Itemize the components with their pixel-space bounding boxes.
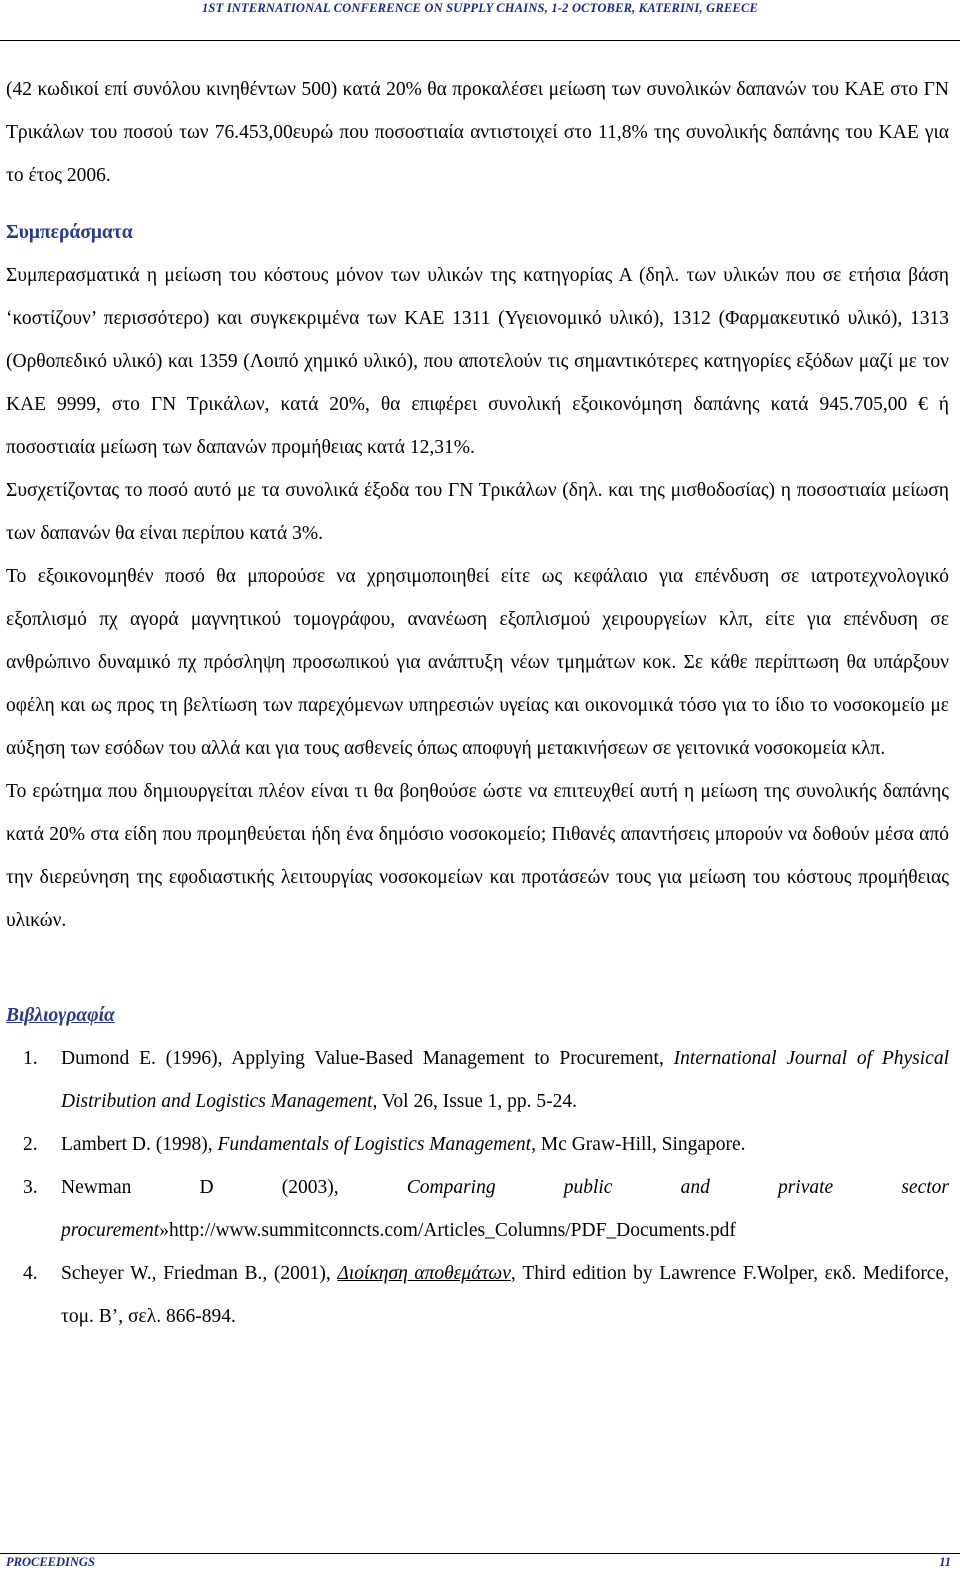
page-body xyxy=(6,68,949,1338)
reference-number: 2. xyxy=(23,1134,38,1155)
reference-title: Comparing public and private sector procurement xyxy=(61,1177,949,1241)
reference-item xyxy=(6,1252,949,1338)
conclusions-paragraph-2: Συσχετίζοντας το ποσό αυτό με τα συνολικά έξοδα του ΓΝ Τρικάλων (δηλ. και της μισθοδοσίας) η ποσοστιαία μείωση των δαπανών θα είναι περίπου κατά 3%. xyxy=(6,480,949,544)
reference-book-title: Διοίκηση αποθεμάτων xyxy=(337,1263,511,1284)
page-number: 11 xyxy=(939,1555,951,1569)
reference-text: Scheyer W., Friedman B., (2001), xyxy=(61,1263,338,1284)
reference-item xyxy=(6,1166,949,1252)
reference-text: Newman D (2003), xyxy=(61,1177,407,1198)
conference-header: 1ST INTERNATIONAL CONFERENCE ON SUPPLY CHAINS, 1-2 OCTOBER, KATERINI, GREECE xyxy=(201,1,759,15)
reference-item xyxy=(6,1037,949,1123)
reference-number: 1. xyxy=(23,1048,38,1069)
reference-details: , Third edition by Lawrence F.Wolper, εκδ. Mediforce, τομ. Β’, σελ. 866-894. xyxy=(61,1263,949,1327)
reference-list xyxy=(6,1037,949,1338)
reference-details: , Vol 26, Issue 1, pp. 5-24. xyxy=(372,1091,578,1112)
bibliography-heading: Βιβλιογραφία xyxy=(6,1005,115,1026)
reference-journal: International Journal of Physical Distribution and Logistics Management xyxy=(61,1048,949,1112)
page-footer xyxy=(6,1554,951,1570)
reference-book-title: Fundamentals of Logistics Management xyxy=(217,1134,532,1155)
reference-number: 3. xyxy=(23,1177,38,1198)
intro-paragraph: (42 κωδικοί επί συνόλου κινηθέντων 500) κατά 20% θα προκαλέσει μείωση των συνολικών δαπανών του ΚΑΕ στο ΓΝ Τρικάλων του ποσού των 76.453,00ευρώ που ποσοστιαία αντιστοιχεί στο 11,8% της συνολικής δαπάνης του ΚΑΕ για το έτος 2006. xyxy=(6,79,949,186)
reference-details: , Mc Graw-Hill, Singapore. xyxy=(531,1134,746,1155)
reference-url[interactable]: »http://www.summitconncts.com/Articles_Columns/PDF_Documents.pdf xyxy=(159,1220,736,1241)
reference-number: 4. xyxy=(23,1263,38,1284)
reference-text: Lambert D. (1998), xyxy=(61,1134,218,1155)
reference-item xyxy=(6,1123,949,1166)
conclusions-paragraph-4: Το ερώτημα που δημιουργείται πλέον είναι τι θα βοηθούσε ώστε να επιτευχθεί αυτή η μείωση της συνολικής δαπάνης κατά 20% στα είδη που προμηθεύεται ήδη ένα δημόσιο νοσοκομείο; Πιθανές απαντήσεις μπορούν να δοθούν μέσα από την διερεύνηση της εφοδιαστικής λειτουργίας νοσοκομείων και προτάσεών τους για μείωση του κόστους προμήθειας υλικών. xyxy=(6,781,949,931)
reference-text: Dumond E. (1996), Applying Value-Based Management to Procurement, xyxy=(61,1048,674,1069)
conclusions-paragraph-3: Το εξοικονομηθέν ποσό θα μπορούσε να χρησιμοποιηθεί είτε ως κεφάλαιο για επένδυση σε ιατροτεχνολογικό εξοπλισμό πχ αγορά μαγνητικού τομογράφου, ανανέωση εξοπλισμού χειρουργείων κλπ, είτε για επένδυση σε ανθρώπινο δυναμικό πχ πρόσληψη προσωπικού για ανάπτυξη νέων τμημάτων κοκ. Σε κάθε περίπτωση θα υπάρξουν οφέλη και ως προς τη βελτίωση των παρεχόμενων υπηρεσιών υγείας και οικονομικά τόσο για το ίδιο το νοσοκομείο με αύξηση των εσόδων του αλλά και για τους ασθενείς όπως αποφυγή μετακινήσεων σε γειτονικά νοσοκομεία κλπ. xyxy=(6,566,949,759)
proceedings-label: PROCEEDINGS xyxy=(6,1555,95,1569)
conclusions-paragraph-1: Συμπερασματικά η μείωση του κόστους μόνον των υλικών της κατηγορίας Α (δηλ. των υλικών που σε ετήσια βάση ‘κοστίζουν’ περισσότερο) και συγκεκριμένα των ΚΑΕ 1311 (Υγειονομικό υλικό), 1312 (Φαρμακευτικό υλικό), 1313 (Ορθοπεδικό υλικό) και 1359 (Λοιπό χημικό υλικό), που αποτελούν τις σημαντικότερες κατηγορίες εξόδων μαζί με τον ΚΑΕ 9999, στο ΓΝ Τρικάλων, κατά 20%, θα επιφέρει συνολική εξοικονόμηση δαπάνης κατά 945.705,00 € ή ποσοστιαία μείωση των δαπανών προμήθειας κατά 12,31%. xyxy=(6,265,949,458)
conclusions-heading: Συμπεράσματα xyxy=(6,222,133,243)
header-rule xyxy=(0,40,960,41)
